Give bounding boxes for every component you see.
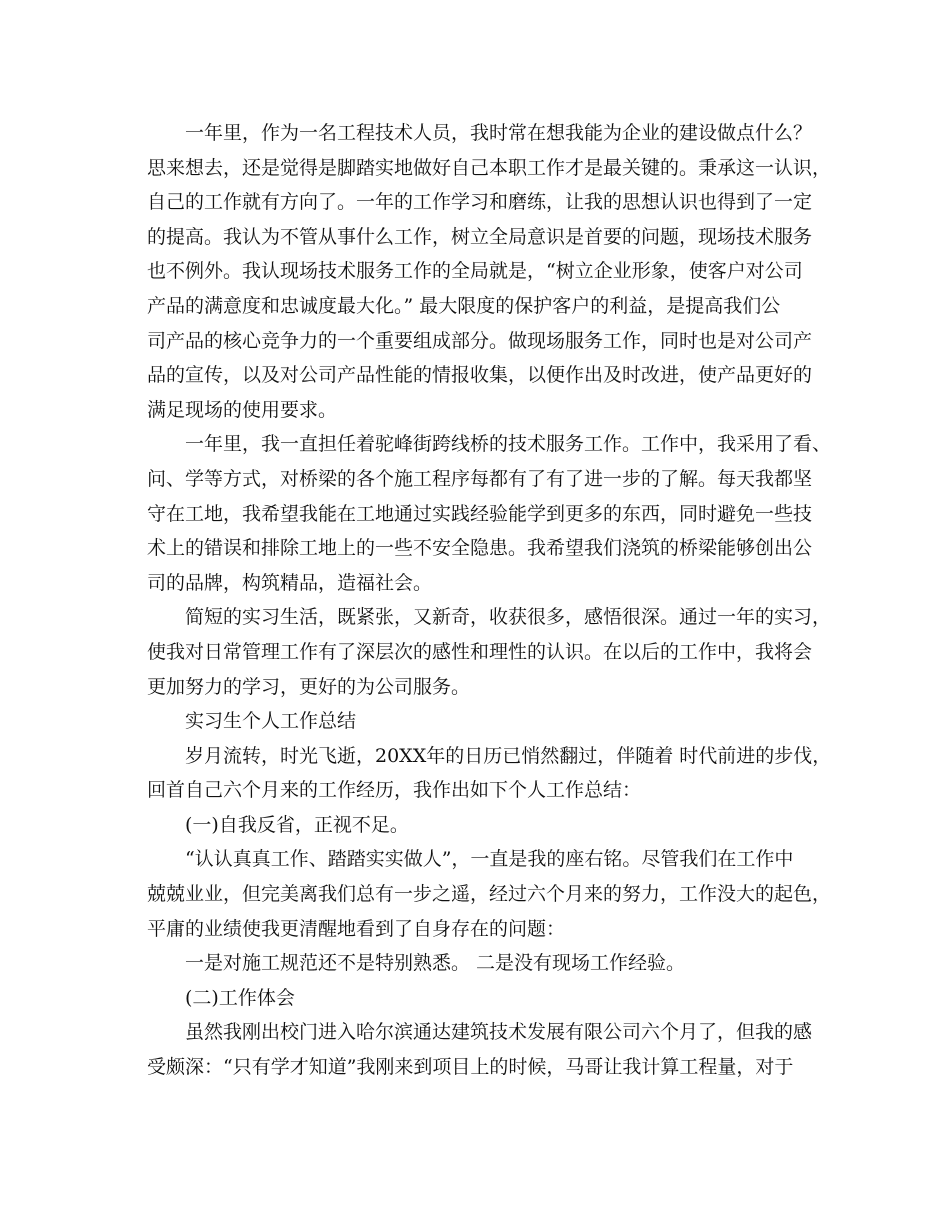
text-line: 的提高。我认为不管从事什么工作，树立全局意识是首要的问题，现场技术服务	[147, 225, 813, 248]
text-line: 问、学等方式，对桥梁的各个施工程序每都有了有了进一步的了解。每天我都坚	[147, 467, 813, 490]
text-line: 受颇深：“只有学才知道”我刚来到项目上的时候，马哥让我计算工程量，对于	[147, 1056, 794, 1079]
text-line: 实习生个人工作总结	[185, 710, 357, 733]
text-line: 一年里，我一直担任着驼峰街跨线桥的技术服务工作。工作中，我采用了看、	[185, 433, 832, 456]
text-line: 产品的满意度和忠诚度最大化。” 最大限度的保护客户的利益，是提高我们公	[147, 294, 781, 317]
text-line: 司产品的核心竞争力的一个重要组成部分。做现场服务工作，同时也是对公司产	[147, 329, 813, 352]
text-line: (一)自我反省，正视不足。	[185, 813, 409, 836]
text-line: “认认真真工作、踏踏实实做人”，一直是我的座右铭。尽管我们在工作中	[185, 848, 794, 871]
text-line: 司的品牌，构筑精品，造福社会。	[147, 571, 433, 594]
text-line: 术上的错误和排除工地上的一些不安全隐患。我希望我们浇筑的桥梁能够创出公	[147, 537, 813, 560]
text-line: 更加努力的学习，更好的为公司服务。	[147, 675, 471, 698]
text-line: 平庸的业绩使我更清醒地看到了自身存在的问题：	[147, 917, 566, 940]
text-line: 思来想去，还是觉得是脚踏实地做好自己本职工作才是最关键的。秉承这一认识，	[147, 156, 832, 179]
text-line: 品的宣传，以及对公司产品性能的情报收集，以便作出及时改进，使产品更好的	[147, 364, 813, 387]
text-line: 回首自己六个月来的工作经历，我作出如下个人工作总结：	[147, 779, 642, 802]
text-line: 满足现场的使用要求。	[147, 398, 338, 421]
text-line: 一是对施工规范还不是特别熟悉。 二是没有现场工作经验。	[185, 952, 686, 975]
text-line: 守在工地，我希望我能在工地通过实践经验能学到更多的东西，同时避免一些技	[147, 502, 813, 525]
text-line: 兢兢业业，但完美离我们总有一步之遥，经过六个月来的努力，工作没大的起色，	[147, 883, 832, 906]
text-line: 岁月流转，时光飞逝，20XX年的日历已悄然翻过，伴随着 时代前进的步伐，	[185, 744, 832, 767]
text-line: 一年里，作为一名工程技术人员，我时常在想我能为企业的建设做点什么？	[185, 122, 813, 144]
document-body	[147, 116, 832, 1085]
text-line: 也不例外。我认现场技术服务工作的全局就是，“树立企业形象，使客户对公司	[147, 260, 803, 283]
text-line: 简短的实习生活，既紧张，又新奇，收获很多，感悟很深。通过一年的实习，	[185, 606, 832, 629]
text-line: 自己的工作就有方向了。一年的工作学习和磨练，让我的思想认识也得到了一定	[147, 191, 813, 214]
text-line: 虽然我刚出校门进入哈尔滨通达建筑技术发展有限公司六个月了，但我的感	[185, 1021, 813, 1044]
text-line: 使我对日常管理工作有了深层次的感性和理性的认识。在以后的工作中，我将会	[147, 640, 813, 663]
text-line: (二)工作体会	[185, 986, 295, 1009]
